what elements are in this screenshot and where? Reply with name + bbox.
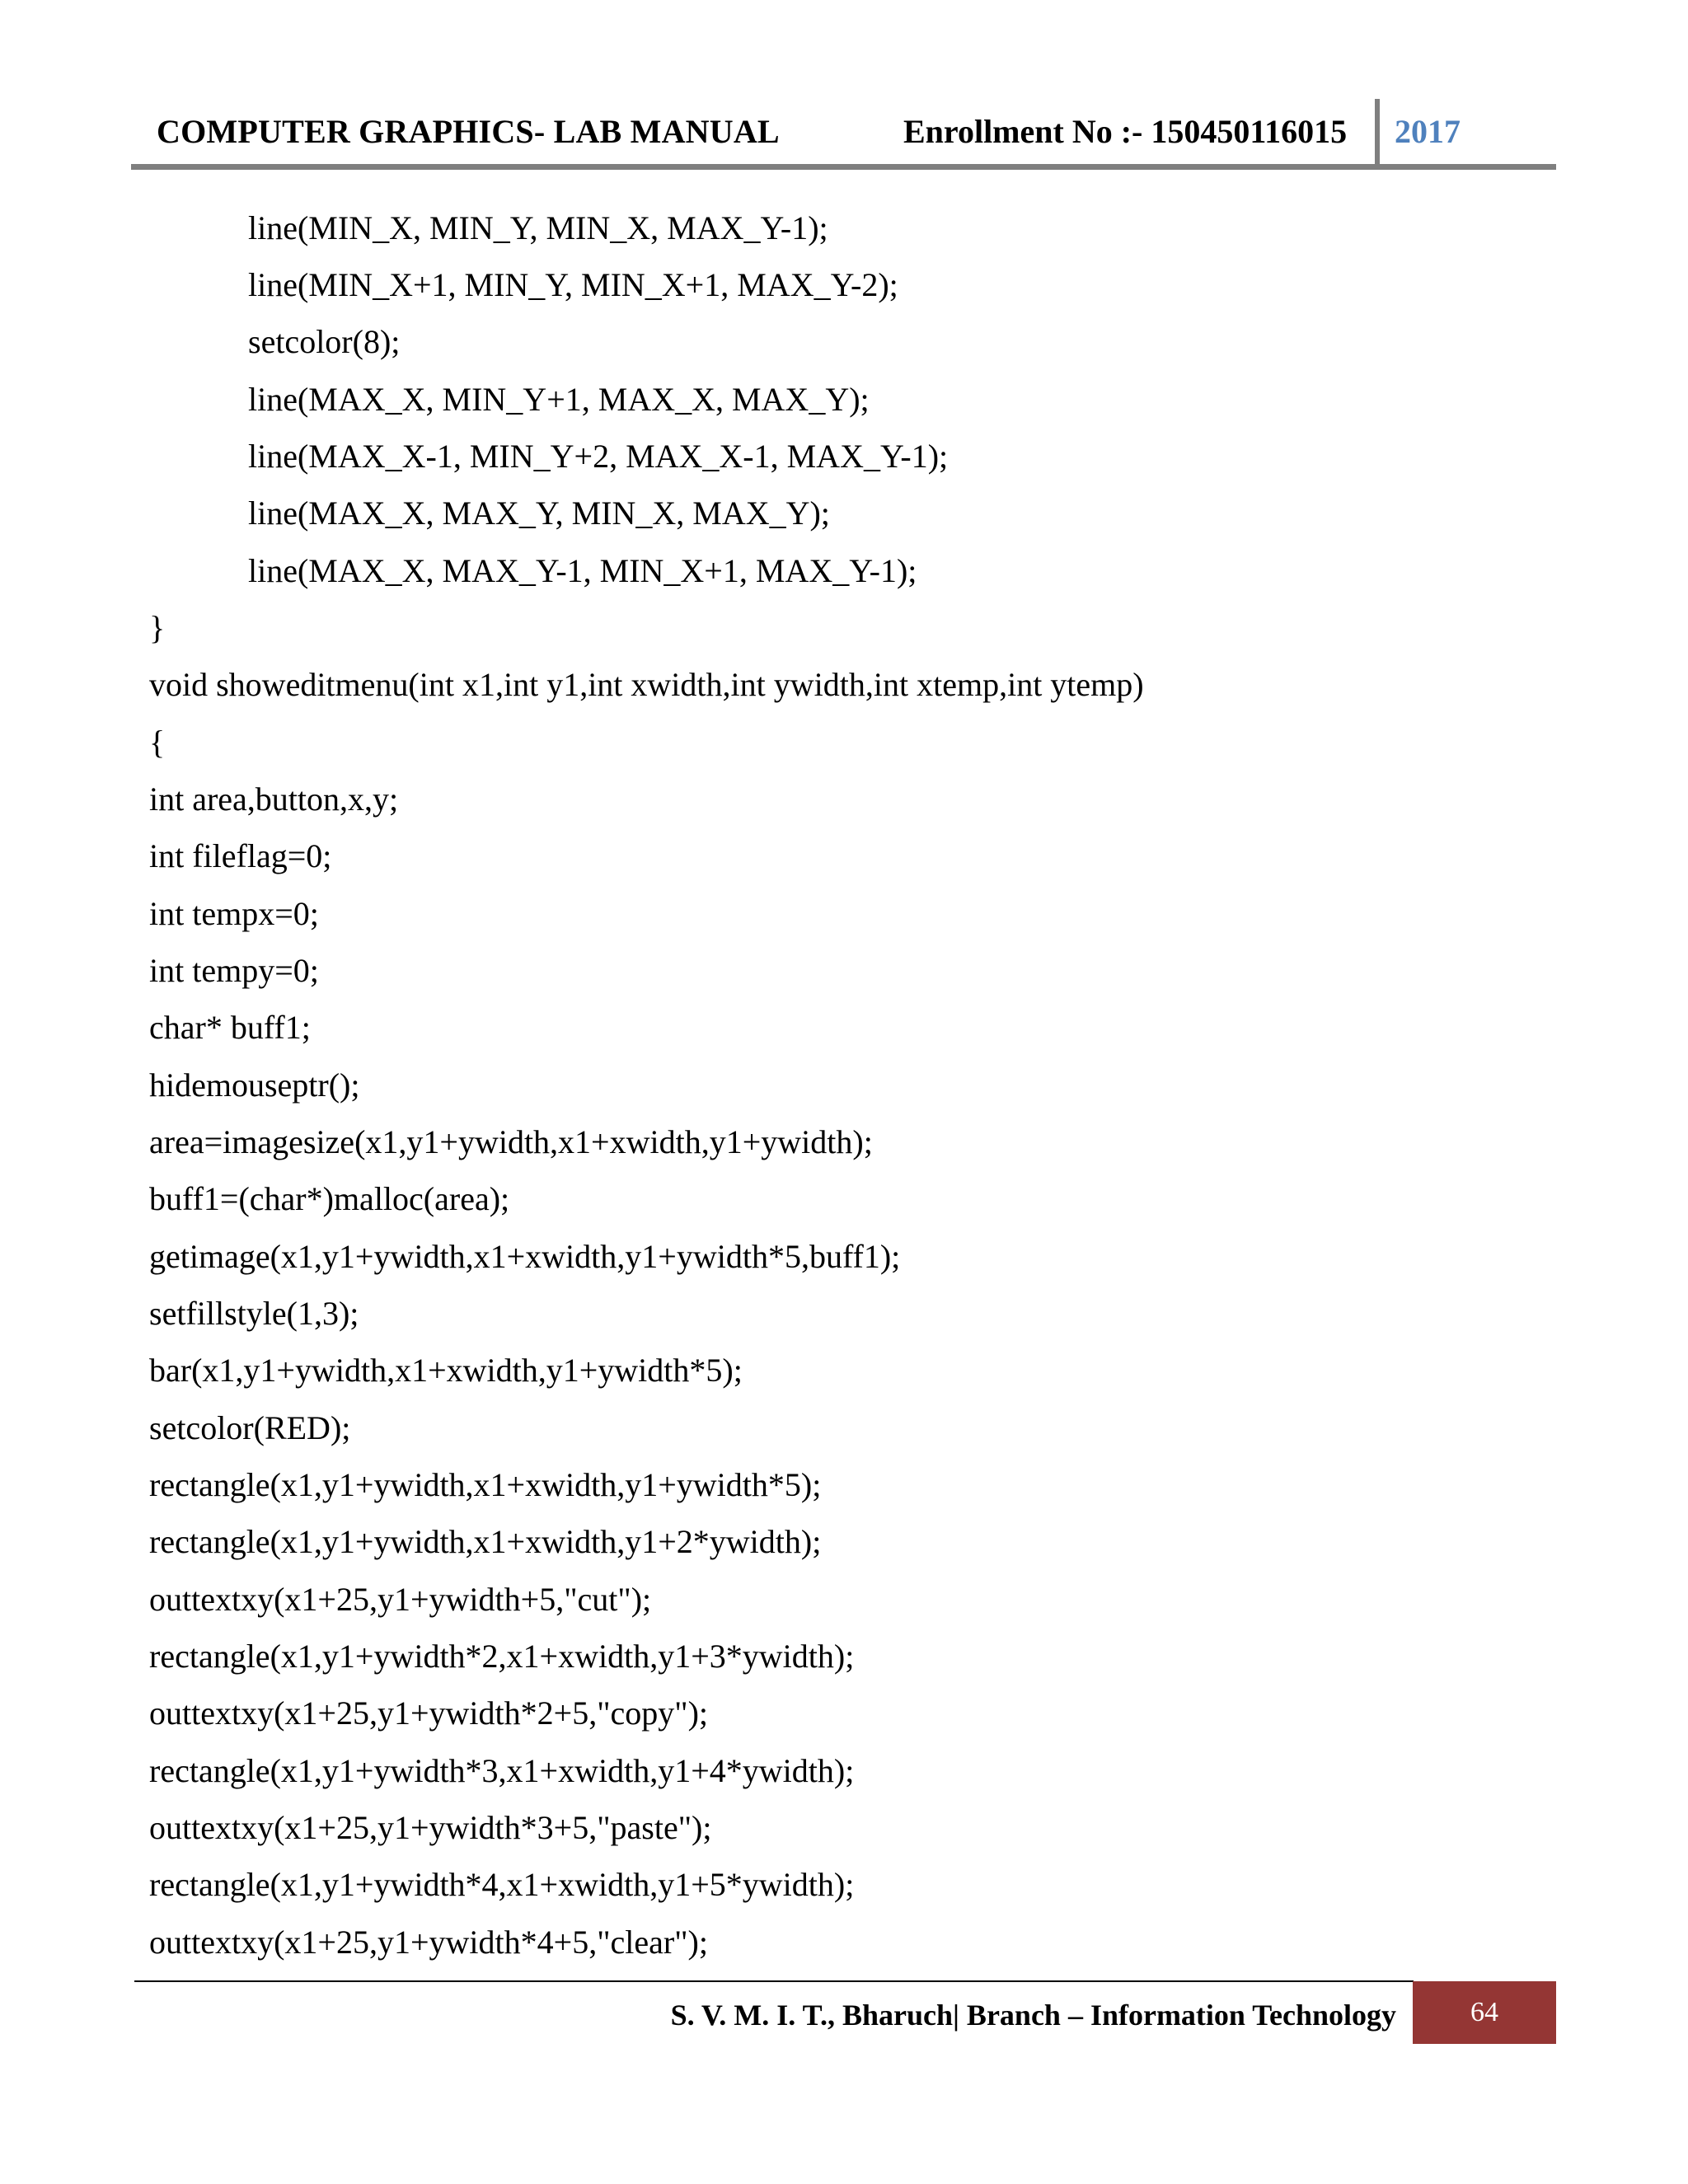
code-line: line(MIN_X+1, MIN_Y, MIN_X+1, MAX_Y-2); — [248, 266, 898, 303]
page-number: 64 — [1470, 1997, 1498, 2027]
code-line: line(MAX_X, MIN_Y+1, MAX_X, MAX_Y); — [248, 381, 870, 418]
code-line: setfillstyle(1,3); — [149, 1295, 359, 1332]
code-line: rectangle(x1,y1+ywidth*3,x1+xwidth,y1+4*ywidth); — [149, 1752, 855, 1789]
header-year: 2017 — [1395, 113, 1461, 150]
code-line: rectangle(x1,y1+ywidth,x1+xwidth,y1+2*ywidth); — [149, 1523, 822, 1560]
footer-rule — [134, 1980, 1414, 1982]
code-line: outtextxy(x1+25,y1+ywidth*4+5,"clear"); — [149, 1924, 708, 1961]
page-number-box — [1413, 1981, 1556, 2044]
code-line: char* buff1; — [149, 1009, 311, 1046]
enrollment-number: Enrollment No :- 150450116015 — [903, 113, 1348, 150]
code-line: line(MAX_X, MAX_Y-1, MIN_X+1, MAX_Y-1); — [248, 552, 917, 589]
code-line: rectangle(x1,y1+ywidth,x1+xwidth,y1+ywidth*5); — [149, 1466, 822, 1503]
code-line: outtextxy(x1+25,y1+ywidth+5,"cut"); — [149, 1581, 652, 1618]
header-title: COMPUTER GRAPHICS- LAB MANUAL — [157, 113, 780, 150]
code-line: buff1=(char*)malloc(area); — [149, 1180, 510, 1217]
code-line: rectangle(x1,y1+ywidth*4,x1+xwidth,y1+5*ywidth); — [149, 1866, 855, 1903]
code-line: line(MAX_X-1, MIN_Y+2, MAX_X-1, MAX_Y-1); — [248, 438, 949, 475]
code-line: setcolor(8); — [248, 323, 401, 360]
code-line: bar(x1,y1+ywidth,x1+xwidth,y1+ywidth*5); — [149, 1352, 743, 1389]
code-line: } — [149, 609, 166, 646]
code-line: line(MAX_X, MAX_Y, MIN_X, MAX_Y); — [248, 494, 830, 532]
code-line: void showeditmenu(int x1,int y1,int xwidth,int ywidth,int xtemp,int ytemp) — [149, 666, 1144, 703]
code-line: outtextxy(x1+25,y1+ywidth*3+5,"paste"); — [149, 1809, 712, 1846]
code-line: { — [149, 724, 166, 761]
code-line: int fileflag=0; — [149, 837, 332, 874]
code-line: getimage(x1,y1+ywidth,x1+xwidth,y1+ywidth*5,buff1); — [149, 1238, 901, 1275]
code-line: outtextxy(x1+25,y1+ywidth*2+5,"copy"); — [149, 1694, 709, 1732]
header-divider — [1375, 99, 1380, 166]
footer-institution: S. V. M. I. T., Bharuch| Branch – Information Technology — [670, 1999, 1396, 2032]
code-line: int tempx=0; — [149, 895, 319, 932]
code-line: hidemouseptr(); — [149, 1066, 360, 1104]
code-line: area=imagesize(x1,y1+ywidth,x1+xwidth,y1+ywidth); — [149, 1123, 873, 1160]
header-rule — [131, 164, 1556, 170]
code-line: setcolor(RED); — [149, 1409, 351, 1446]
code-line: int area,button,x,y; — [149, 780, 399, 818]
code-line: int tempy=0; — [149, 952, 319, 989]
code-line: rectangle(x1,y1+ywidth*2,x1+xwidth,y1+3*ywidth); — [149, 1638, 855, 1675]
code-line: line(MIN_X, MIN_Y, MIN_X, MAX_Y-1); — [248, 209, 828, 246]
